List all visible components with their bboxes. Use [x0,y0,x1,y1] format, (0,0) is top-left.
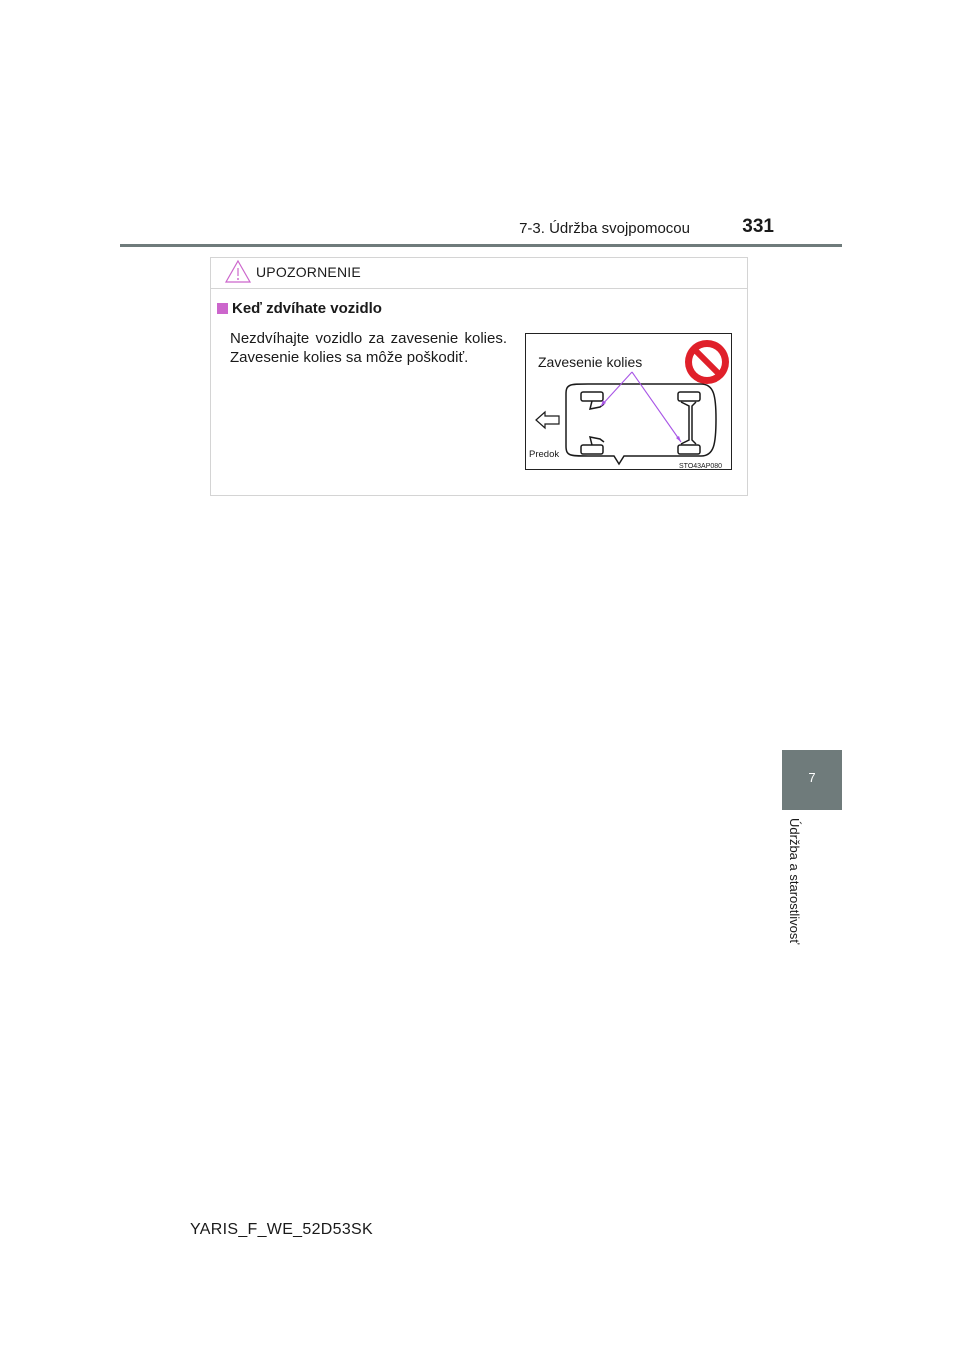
front-left-wheel [581,392,603,401]
rear-axle [681,402,689,444]
leader-line-rear [632,372,681,442]
header-divider [120,244,842,247]
header-section-title: 7-3. Údržba svojpomocou [519,220,690,237]
leader-line-front [601,372,632,406]
figure-code: STO43AP080 [679,463,723,470]
chapter-number: 7 [808,770,816,785]
warning-body-line1: Nezdvíhajte vozidlo za zavesenie kolies. [230,330,507,347]
chapter-side-label [785,818,809,968]
rear-right-wheel [678,445,700,454]
car-top-view-diagram [526,334,733,471]
rear-left-wheel [678,392,700,401]
label-suspension: Zavesenie kolies [538,354,643,370]
warning-body-line2: Zavesenie kolies sa môže poškodiť. [230,349,469,366]
chapter-title: Údržba a starostlivosť [787,818,802,945]
label-front: Predok [529,449,560,460]
page-number: 331 [742,216,774,237]
warning-subheading: Keď zdvíhate vozidlo [232,300,382,317]
car-body-outline [566,384,716,464]
suspension-figure [525,333,732,470]
front-right-wheel [581,445,603,454]
warning-title: UPOZORNENIE [256,264,361,280]
warning-body [230,329,507,367]
warning-triangle-icon [224,258,252,284]
footer-code: YARIS_F_WE_52D53SK [190,1221,373,1238]
front-direction-arrow [536,412,559,428]
bullet-square-icon [217,303,228,314]
